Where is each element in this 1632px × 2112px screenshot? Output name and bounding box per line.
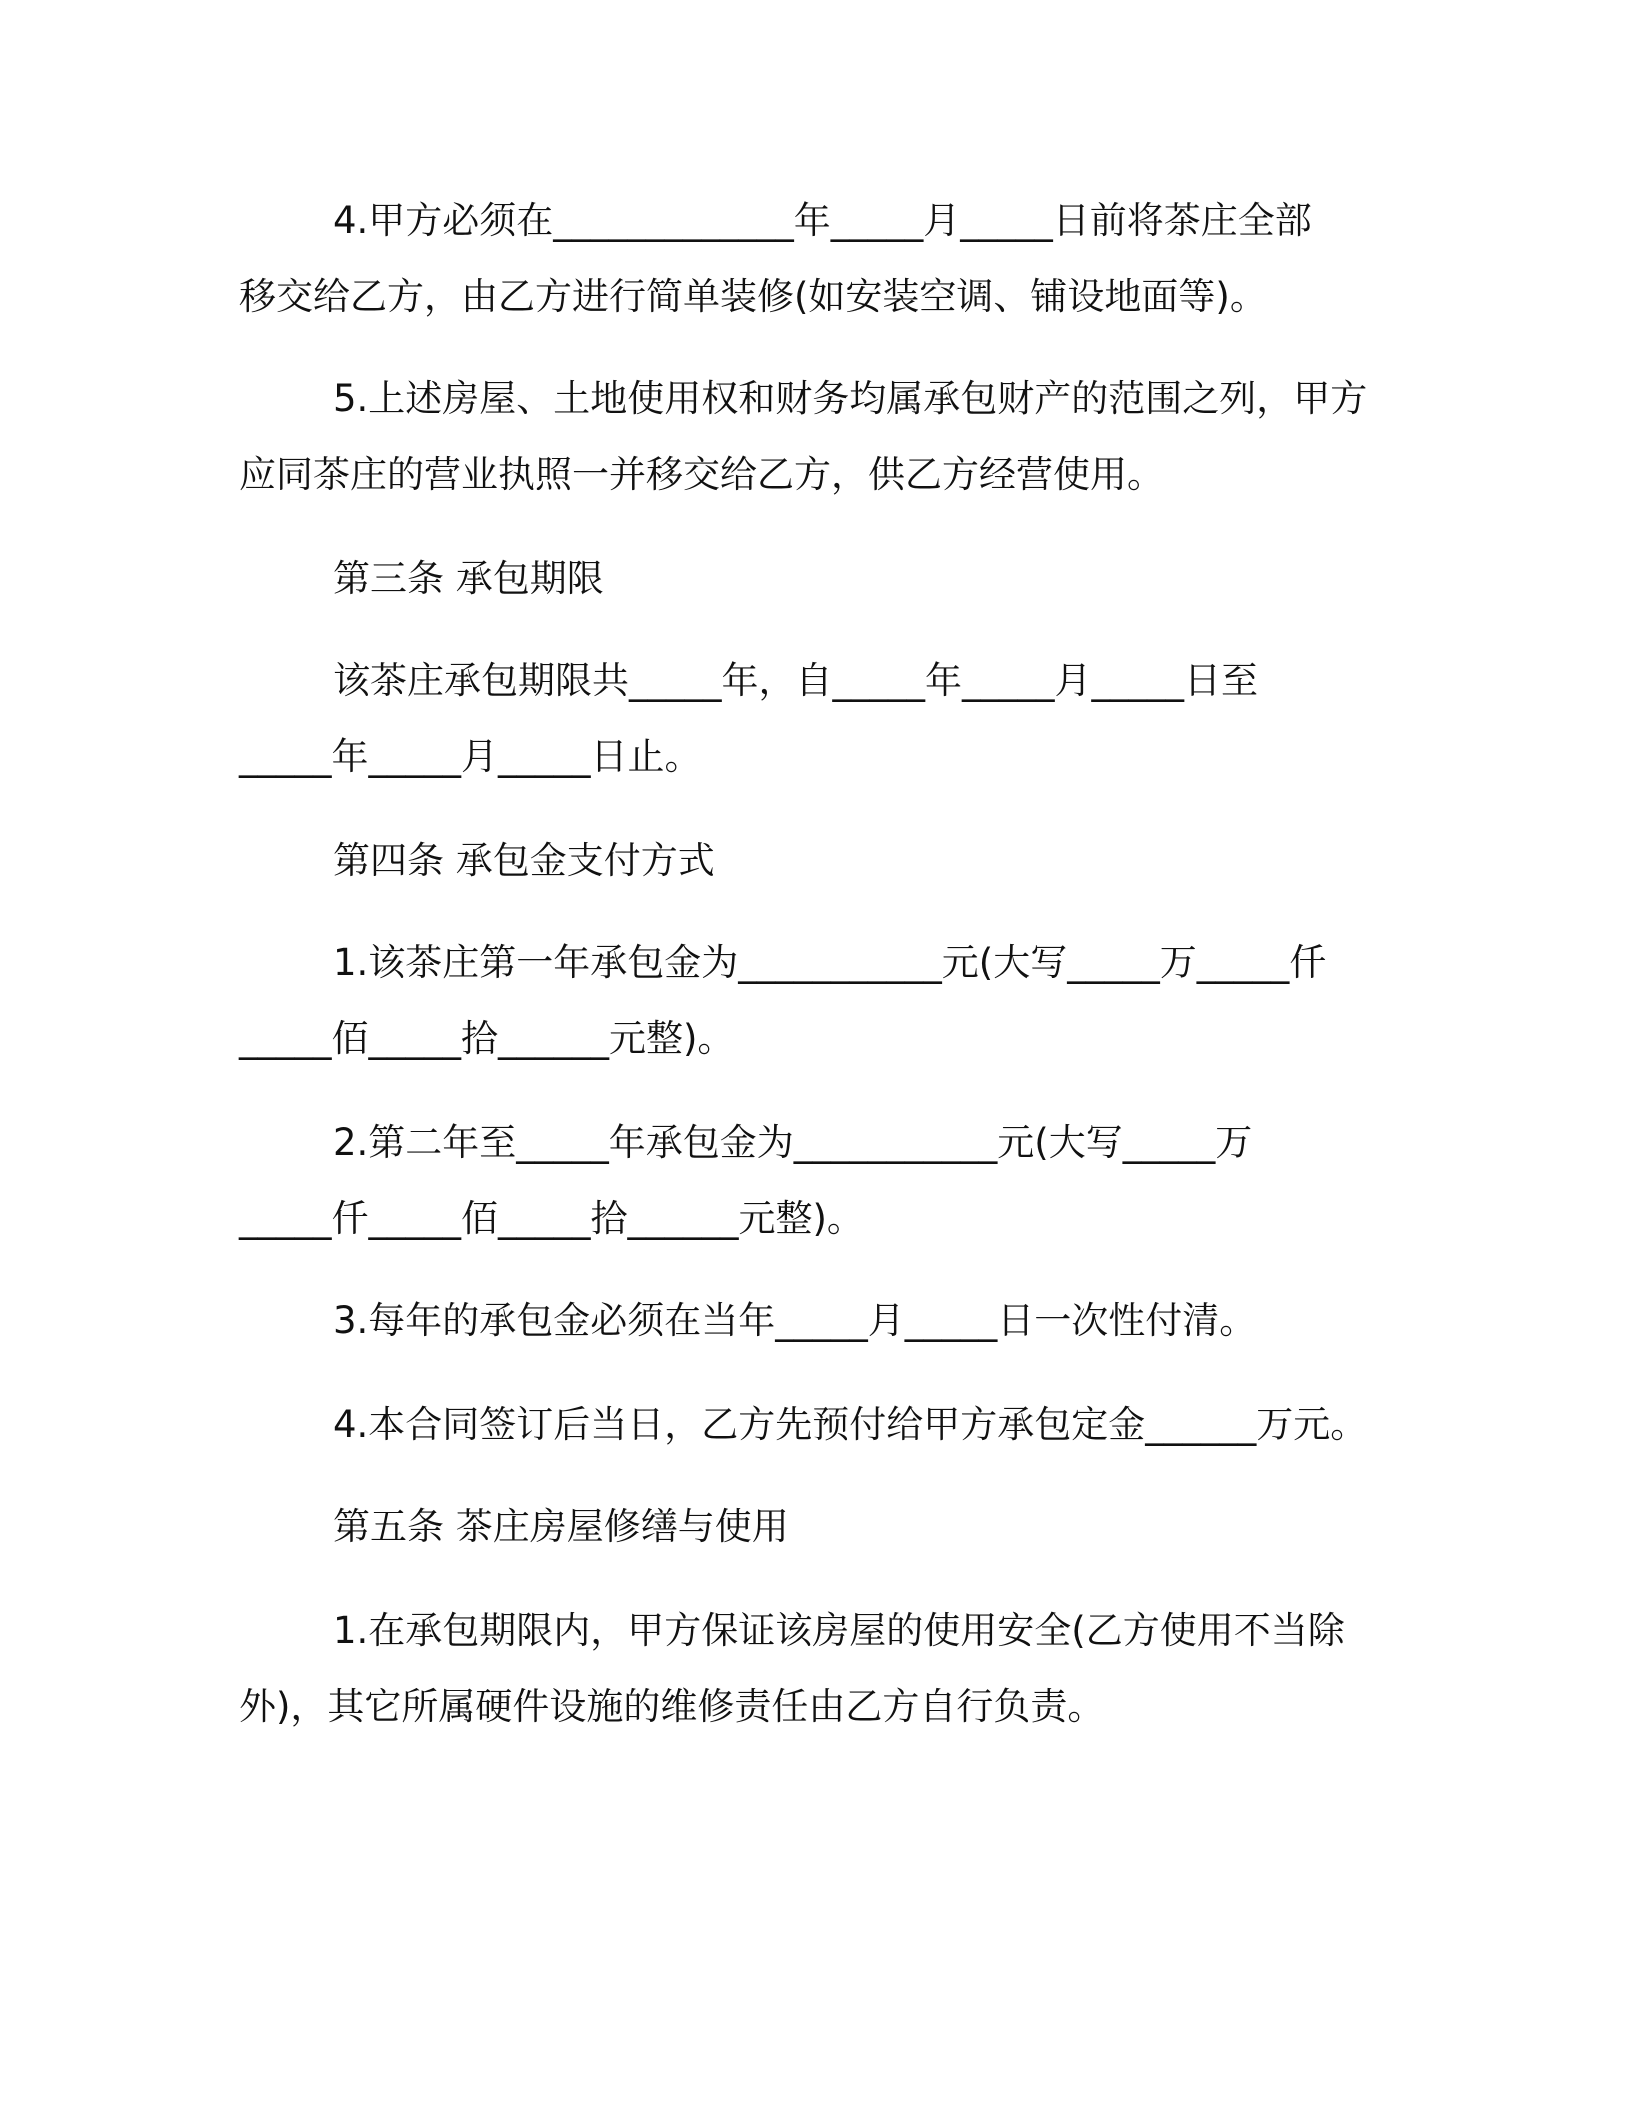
clause-4-item-3: 3.每年的承包金必须在当年_____月_____日一次性付清。: [333, 1299, 1257, 1342]
clause-3-term-line-2: _____年_____月_____日止。: [239, 735, 702, 778]
section-heading-article-3: 第三条 承包期限: [333, 557, 604, 600]
clause-4-item-2-line-1: 2.第二年至_____年承包金为___________元(大写_____万: [333, 1121, 1253, 1164]
clause-4-item-1-line-2: _____佰_____拾______元整)。: [239, 1017, 735, 1060]
clause-4-item-2-line-2: _____仟_____佰_____拾______元整)。: [239, 1197, 864, 1240]
clause-4-item-1-line-1: 1.该茶庄第一年承包金为___________元(大写_____万_____仟: [333, 941, 1327, 984]
clause-2-item-5-line-2: 应同茶庄的营业执照一并移交给乙方，供乙方经营使用。: [239, 453, 1164, 496]
section-heading-article-5: 第五条 茶庄房屋修缮与使用: [333, 1505, 789, 1548]
clause-5-item-1-line-1: 1.在承包期限内，甲方保证该房屋的使用安全(乙方使用不当除: [333, 1609, 1345, 1652]
clause-5-item-1-line-2: 外)，其它所属硬件设施的维修责任由乙方自行负责。: [239, 1685, 1105, 1728]
clause-2-item-4-line-2: 移交给乙方，由乙方进行简单装修(如安装空调、铺设地面等)。: [239, 275, 1267, 318]
clause-4-item-4: 4.本合同签订后当日，乙方先预付给甲方承包定金______万元。: [333, 1403, 1368, 1446]
section-heading-article-4: 第四条 承包金支付方式: [333, 839, 715, 882]
clause-3-term-line-1: 该茶庄承包期限共_____年，自_____年_____月_____日至: [333, 659, 1258, 702]
clause-2-item-4-line-1: 4.甲方必须在_____________年_____月_____日前将茶庄全部: [333, 199, 1312, 242]
clause-2-item-5-line-1: 5.上述房屋、土地使用权和财务均属承包财产的范围之列，甲方: [333, 377, 1368, 420]
